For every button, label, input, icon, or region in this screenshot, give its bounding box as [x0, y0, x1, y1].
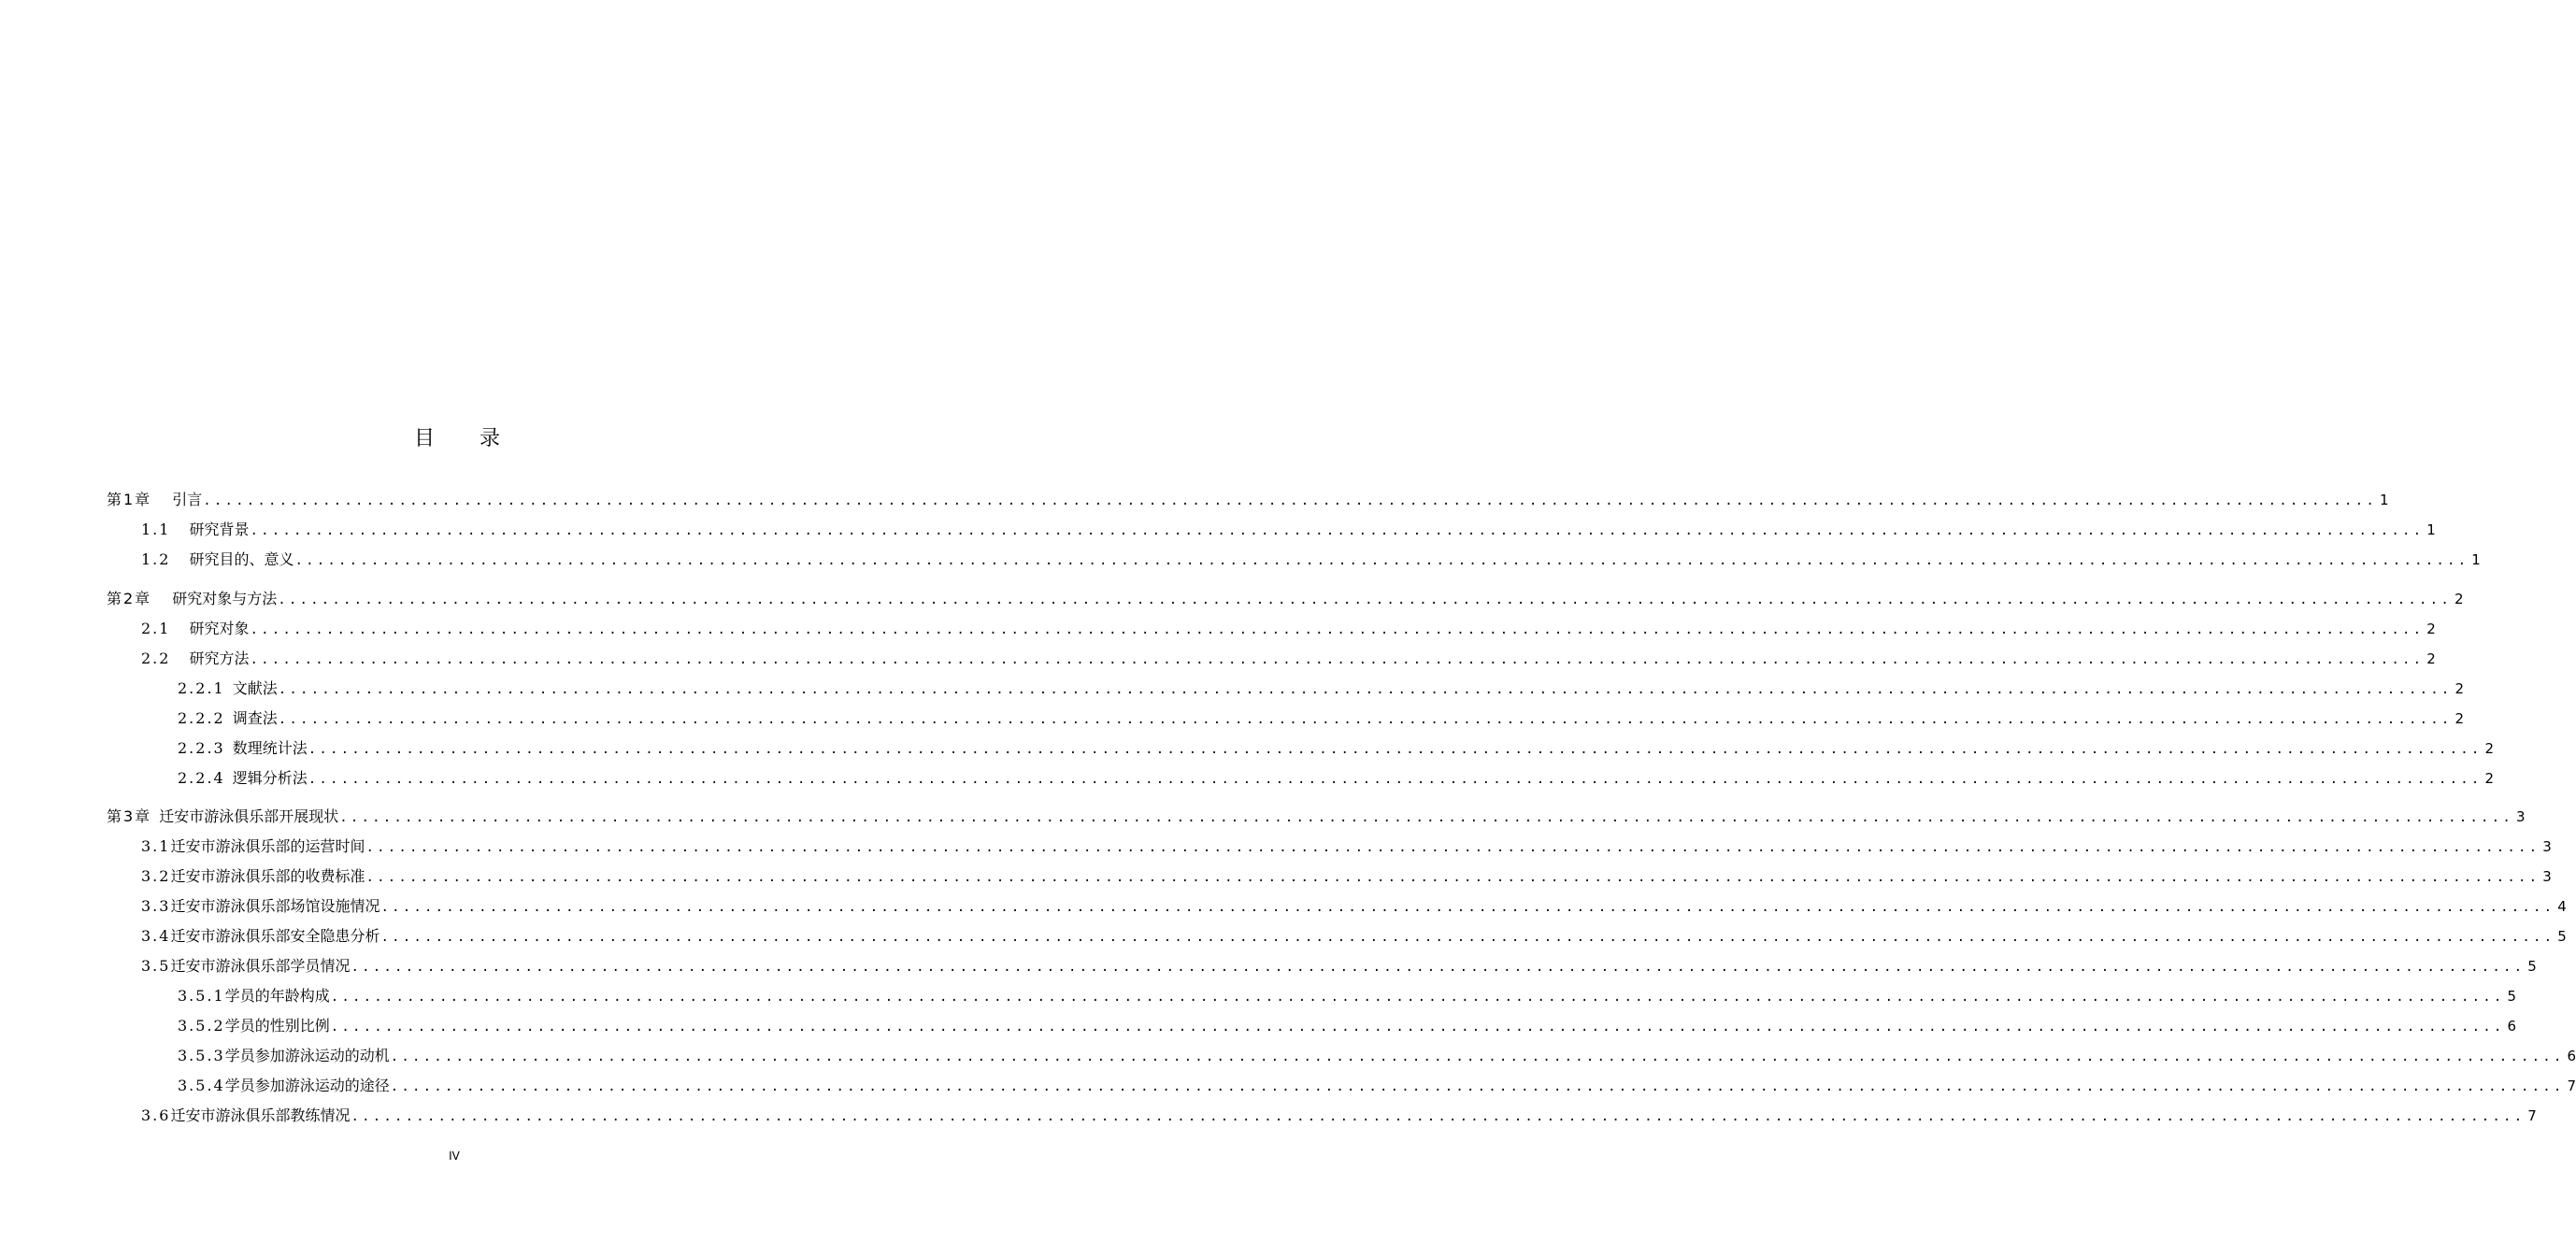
- toc-entry-number: 2.2.4: [178, 769, 225, 787]
- toc-dot-leader: ........................................................................................................................................................................................................: [390, 1079, 2565, 1094]
- toc-section-entry[interactable]: [141, 518, 2436, 542]
- toc-page-number: 2: [2484, 740, 2495, 757]
- toc-title-char-2: 录: [479, 427, 501, 450]
- toc-dot-leader: ........................................................................................................................................................................................................: [351, 960, 2526, 975]
- toc-entry-title: 研究对象与方法: [172, 590, 278, 607]
- toc-entry-heading: [141, 647, 249, 671]
- toc-subsection-entry[interactable]: [178, 766, 2495, 791]
- toc-page-number: 3: [2542, 838, 2552, 855]
- toc-page-number: 5: [2507, 988, 2517, 1005]
- toc-entry-heading: [178, 984, 330, 1008]
- toc-section-entry[interactable]: [141, 954, 2537, 978]
- toc-section-entry[interactable]: [141, 1104, 2537, 1128]
- toc-entry-number: 1.2: [141, 550, 171, 568]
- toc-entry-number: 3.5.2: [178, 1017, 225, 1035]
- toc-entry-number: 2.2.1: [178, 679, 225, 697]
- toc-page-number: 2: [2454, 591, 2464, 607]
- toc-dot-leader: ........................................................................................................................................................................................................: [351, 1109, 2526, 1124]
- toc-page-number: 2: [2426, 621, 2436, 637]
- toc-dot-leader: ........................................................................................................................................................................................................: [308, 742, 2483, 757]
- toc-page-number: 3: [2542, 868, 2552, 885]
- toc-dot-leader: ........................................................................................................................................................................................................: [390, 1049, 2565, 1064]
- toc-entry-number: 3.6: [141, 1106, 171, 1124]
- toc-dot-leader: ........................................................................................................................................................................................................: [330, 1020, 2505, 1035]
- toc-entry-title: 迁安市游泳俱乐部的运营时间: [170, 837, 365, 855]
- toc-entry-number: 3.1: [141, 837, 171, 855]
- toc-dot-leader: ........................................................................................................................................................................................................: [330, 990, 2505, 1005]
- toc-entry-number: 3.5.3: [178, 1047, 225, 1064]
- toc-entry-title: 文献法: [232, 679, 278, 697]
- toc-page-number: 2: [2454, 710, 2465, 727]
- toc-entry-number: 3.5.4: [178, 1077, 225, 1094]
- toc-entry-heading: [141, 924, 379, 949]
- toc-entry-title: 研究对象: [189, 620, 250, 637]
- toc-page-number: 5: [2557, 928, 2567, 945]
- toc-section-entry[interactable]: [141, 864, 2552, 889]
- toc-entry-title: 学员参加游泳运动的途径: [224, 1077, 390, 1094]
- toc-dot-leader: ........................................................................................................................................................................................................: [250, 652, 2425, 667]
- toc-page-number: 1: [2379, 492, 2389, 508]
- toc-entry-number: 2.2: [141, 649, 171, 667]
- toc-entry-number: 2.2.3: [178, 739, 225, 757]
- toc-entry-title: 研究背景: [189, 521, 250, 538]
- toc-entry-heading: [141, 518, 249, 542]
- toc-entry-title: 迁安市游泳俱乐部的收费标准: [170, 867, 365, 885]
- toc-page-number: 2: [2454, 680, 2465, 697]
- toc-section-entry[interactable]: [141, 647, 2436, 671]
- toc-section-entry[interactable]: [141, 924, 2567, 949]
- toc-entry-number: 第3章: [107, 807, 152, 825]
- toc-chapter-entry[interactable]: [107, 587, 2464, 611]
- toc-page-number: 5: [2527, 958, 2537, 975]
- toc-entry-heading: [107, 587, 277, 611]
- toc-dot-leader: ........................................................................................................................................................................................................: [294, 553, 2469, 568]
- toc-entry-heading: [141, 548, 293, 572]
- toc-section-entry[interactable]: [141, 617, 2436, 641]
- toc-entry-number: 1.1: [141, 521, 171, 538]
- toc-entry-title: 引言: [172, 491, 203, 508]
- toc-entry-heading: [178, 706, 278, 731]
- toc-entry-title: 迁安市游泳俱乐部安全隐患分析: [170, 927, 380, 945]
- toc-dot-leader: ........................................................................................................................................................................................................: [380, 900, 2555, 915]
- toc-page-number: 1: [2471, 551, 2481, 568]
- toc-page-number: 7: [2527, 1107, 2537, 1124]
- toc-entry-heading: [178, 1044, 390, 1068]
- toc-dot-leader: ........................................................................................................................................................................................................: [250, 523, 2425, 538]
- toc-subsection-entry[interactable]: [178, 706, 2465, 731]
- toc-entry-title: 学员参加游泳运动的动机: [224, 1047, 390, 1064]
- toc-entry-title: 研究方法: [189, 649, 250, 667]
- toc-dot-leader: ........................................................................................................................................................................................................: [250, 622, 2425, 637]
- toc-page-number: 2: [2484, 770, 2495, 787]
- toc-entry-number: 3.5.1: [178, 987, 225, 1005]
- toc-entry-number: 3.2: [141, 867, 171, 885]
- toc-entry-heading: [107, 488, 202, 512]
- toc-chapter-entry[interactable]: [107, 805, 2526, 829]
- toc-dot-leader: ........................................................................................................................................................................................................: [203, 493, 2377, 508]
- toc-page-number: 2: [2426, 650, 2436, 667]
- toc-entry-title: 调查法: [232, 709, 278, 727]
- toc-subsection-entry[interactable]: [178, 1014, 2517, 1038]
- toc-entry-number: 第2章: [107, 590, 152, 607]
- toc-entry-heading: [141, 894, 379, 919]
- toc-subsection-entry[interactable]: [178, 677, 2465, 701]
- toc-dot-leader: ........................................................................................................................................................................................................: [365, 840, 2540, 855]
- toc-page-number: 6: [2567, 1048, 2576, 1064]
- toc-dot-leader: ........................................................................................................................................................................................................: [278, 682, 2453, 697]
- toc-entry-heading: [178, 766, 308, 791]
- toc-entry-title: 迁安市游泳俱乐部教练情况: [170, 1106, 351, 1124]
- toc-entry-heading: [141, 864, 365, 889]
- toc-dot-leader: ........................................................................................................................................................................................................: [365, 870, 2540, 885]
- toc-entry-number: 3.4: [141, 927, 171, 945]
- toc-title-char-1: 目: [413, 427, 435, 450]
- toc-entry-title: 迁安市游泳俱乐部开展现状: [159, 807, 339, 825]
- toc-page-number: 3: [2515, 808, 2526, 825]
- toc-chapter-entry[interactable]: [107, 488, 2389, 512]
- toc-page-number: 1: [2426, 521, 2436, 538]
- toc-entry-number: 3.5: [141, 957, 171, 975]
- toc-entry-heading: [178, 1074, 390, 1098]
- toc-page-number: 4: [2557, 898, 2567, 915]
- toc-section-entry[interactable]: [141, 548, 2481, 572]
- toc-dot-leader: ........................................................................................................................................................................................................: [339, 810, 2513, 825]
- toc-dot-leader: ........................................................................................................................................................................................................: [278, 592, 2452, 607]
- toc-dot-leader: ........................................................................................................................................................................................................: [308, 772, 2483, 787]
- toc-entry-heading: [141, 617, 249, 641]
- toc-entry-title: 研究目的、意义: [189, 550, 294, 568]
- toc-entry-title: 数理统计法: [232, 739, 308, 757]
- page-number-footer: IV: [449, 1149, 460, 1163]
- toc-page-number: 6: [2507, 1018, 2517, 1035]
- toc-page-number: 7: [2567, 1078, 2576, 1094]
- toc-entry-heading: [141, 1104, 350, 1128]
- toc-entry-title: 逻辑分析法: [232, 769, 308, 787]
- toc-entry-heading: [107, 805, 338, 829]
- toc-dot-leader: ........................................................................................................................................................................................................: [278, 712, 2453, 727]
- toc-subsection-entry[interactable]: [178, 736, 2495, 761]
- toc-entry-heading: [141, 835, 365, 859]
- toc-entry-title: 学员的性别比例: [224, 1017, 330, 1035]
- toc-entry-title: 学员的年龄构成: [224, 987, 330, 1005]
- toc-entry-number: 第1章: [107, 491, 152, 508]
- toc-entry-number: 2.1: [141, 620, 171, 637]
- toc-subsection-entry[interactable]: [178, 1044, 2576, 1068]
- toc-subsection-entry[interactable]: [178, 1074, 2576, 1098]
- toc-subsection-entry[interactable]: [178, 984, 2517, 1008]
- toc-section-entry[interactable]: [141, 894, 2567, 919]
- toc-entry-title: 迁安市游泳俱乐部场馆设施情况: [170, 897, 380, 915]
- toc-entry-title: 迁安市游泳俱乐部学员情况: [170, 957, 351, 975]
- toc-entry-heading: [178, 677, 278, 701]
- toc-entry-number: 2.2.2: [178, 709, 225, 727]
- toc-dot-leader: ........................................................................................................................................................................................................: [380, 930, 2555, 945]
- toc-section-entry[interactable]: [141, 835, 2552, 859]
- toc-entry-heading: [141, 954, 350, 978]
- toc-entry-heading: [178, 736, 308, 761]
- toc-entry-number: 3.3: [141, 897, 171, 915]
- toc-entry-heading: [178, 1014, 330, 1038]
